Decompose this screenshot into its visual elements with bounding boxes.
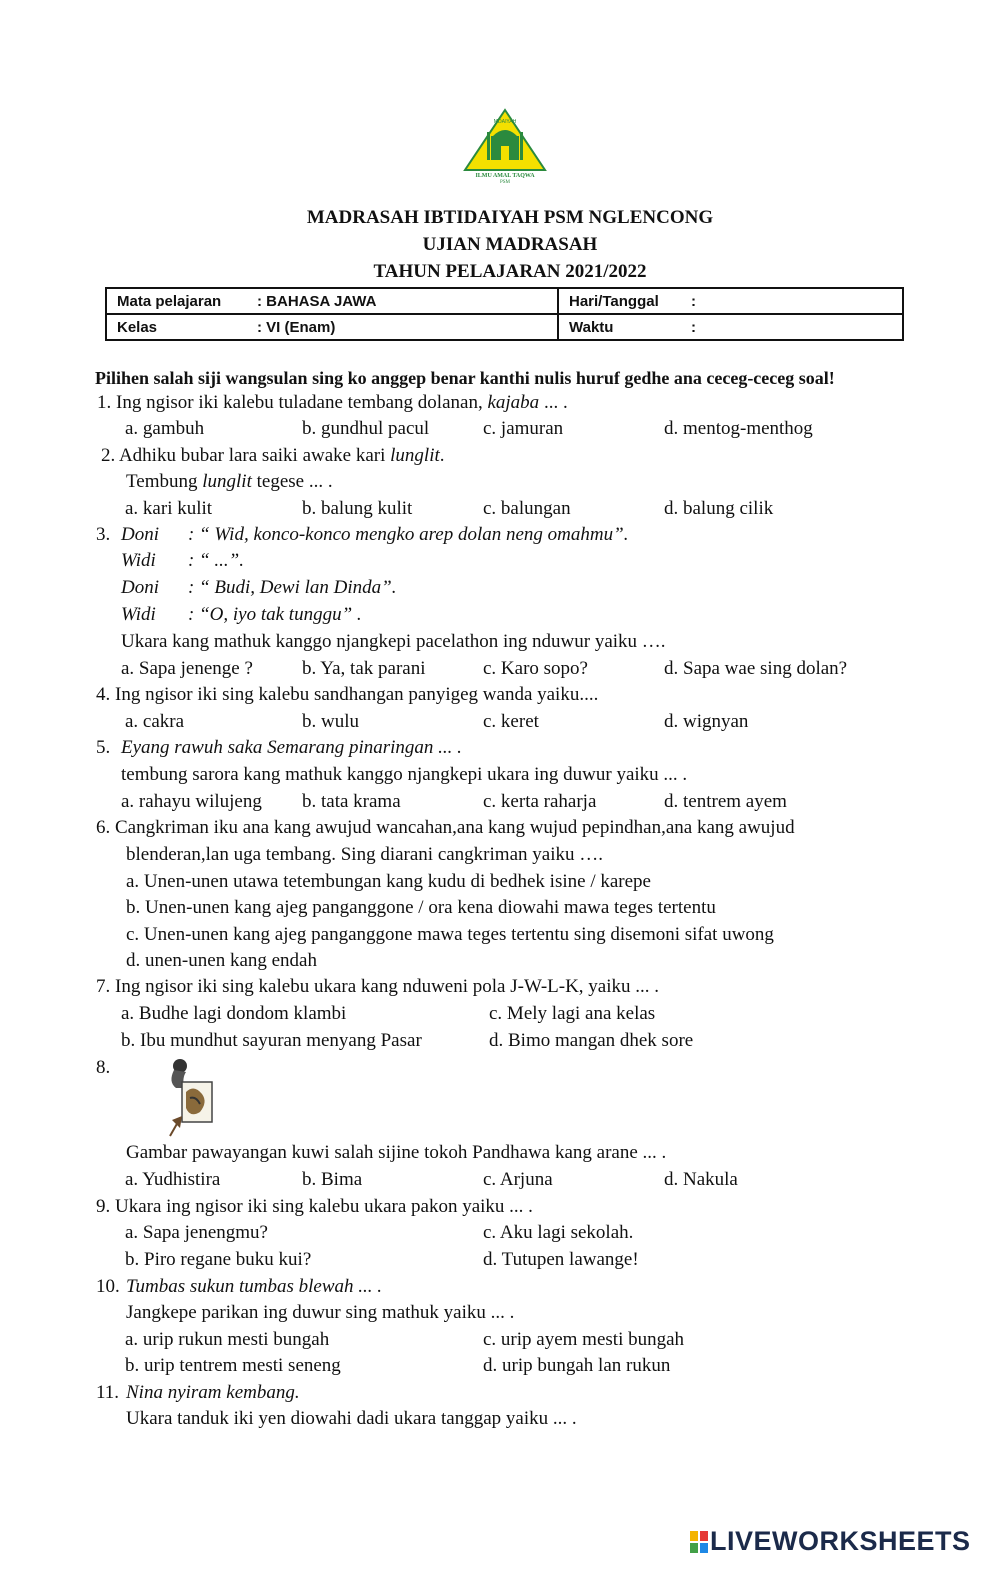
q1-option-b: b. gundhul pacul — [302, 418, 430, 439]
academic-year: TAHUN PELAJARAN 2021/2022 — [373, 261, 647, 282]
question-2: 2. Adhiku bubar lara saiki awake kari lunglit. — [101, 445, 445, 466]
q3-option-c: c. Karo sopo? — [483, 658, 588, 679]
question-6: 6. Cangkriman iku ana kang awujud wancahan,ana kang wujud pepindhan,ana kang awujud — [96, 817, 795, 838]
q6-option-c: c. Unen-unen kang ajeg panganggone mawa teges tertentu sing disemoni sifat uwong — [126, 924, 774, 945]
q8-option-a: a. Yudhistira — [125, 1169, 221, 1190]
liveworksheets-watermark — [690, 1526, 971, 1557]
time-label: Waktu — [569, 318, 614, 336]
q2-line-2: Tembung lunglit tegese ... . — [126, 471, 333, 492]
q1-option-a: a. gambuh — [125, 418, 205, 439]
q3-dialog-3-text: : “ Budi, Dewi lan Dinda”. — [188, 577, 397, 598]
q11-prompt: Ukara tanduk iki yen diowahi dadi ukara tanggap yaiku ... . — [126, 1408, 577, 1429]
q5-option-b: b. tata krama — [302, 791, 401, 812]
instruction: Pilihen salah siji wangsulan sing ko anggep benar kanthi nulis huruf gedhe ana ceceg-ceceg soal! — [95, 368, 835, 388]
q9-option-a: a. Sapa jenengmu? — [125, 1222, 268, 1243]
q10-prompt: Jangkepe parikan ing duwur sing mathuk yaiku ... . — [126, 1302, 515, 1323]
q3-dialog-1-text: : “ Wid, konco-konco mengko arep dolan neng omahmu”. — [188, 524, 629, 545]
q8-option-b: b. Bima — [302, 1169, 363, 1190]
day-value: : — [691, 292, 696, 310]
question-10-num: 10. — [96, 1276, 120, 1297]
wayang-figure-image — [160, 1058, 220, 1138]
q3-dialog-4-text: : “O, iyo tak tunggu” . — [188, 604, 362, 625]
class-value: : VI (Enam) — [257, 318, 336, 336]
q3-option-b: b. Ya, tak parani — [302, 658, 426, 679]
q5-option-a: a. rahayu wilujeng — [121, 791, 262, 812]
day-cell — [558, 288, 903, 314]
q2-option-b: b. balung kulit — [302, 498, 413, 519]
q8-option-c: c. Arjuna — [483, 1169, 553, 1190]
watermark-text: LIVEWORKSHEETS — [710, 1526, 971, 1556]
question-11-num: 11. — [96, 1382, 120, 1403]
q7-option-b: b. Ibu mundhut sayuran menyang Pasar — [121, 1030, 422, 1051]
q8-option-d: d. Nakula — [664, 1169, 738, 1190]
q2-option-d: d. balung cilik — [664, 498, 774, 519]
q6-option-d: d. unen-unen kang endah — [126, 950, 317, 971]
q5-option-d: d. tentrem ayem — [664, 791, 787, 812]
q7-option-c: c. Mely lagi ana kelas — [489, 1003, 656, 1024]
q3-dialog-2-text: : “ ...”. — [188, 550, 244, 571]
question-5-num: 5. — [96, 737, 111, 758]
question-3-num: 3. — [96, 524, 111, 545]
exam-title: UJIAN MADRASAH — [422, 234, 598, 255]
exam-info-table — [105, 287, 904, 341]
q6-text-line-2: blenderan,lan uga tembang. Sing diarani cangkriman yaiku …. — [126, 844, 603, 865]
question-8-num: 8. — [96, 1057, 111, 1078]
day-label: Hari/Tanggal — [569, 292, 659, 310]
q10-option-c: c. urip ayem mesti bungah — [483, 1329, 685, 1350]
q9-option-c: c. Aku lagi sekolah. — [483, 1222, 634, 1243]
svg-text:PSM: PSM — [499, 180, 511, 184]
class-label: Kelas — [117, 318, 158, 336]
q9-option-b: b. Piro regane buku kui? — [125, 1249, 312, 1270]
q4-option-b: b. wulu — [302, 711, 359, 732]
question-4: 4. Ing ngisor iki sing kalebu sandhangan panyigeg wanda yaiku.... — [96, 684, 599, 705]
time-cell — [558, 314, 903, 340]
q2-option-c: c. balungan — [483, 498, 571, 519]
class-cell — [106, 314, 558, 340]
subject-value: : BAHASA JAWA — [257, 292, 377, 310]
q3-option-d: d. Sapa wae sing dolan? — [664, 658, 848, 679]
svg-text:MDAIYAH: MDAIYAH — [493, 119, 517, 125]
q6-option-a: a. Unen-unen utawa tetembungan kang kudu di bedhek isine / karepe — [126, 871, 651, 892]
q7-option-a: a. Budhe lagi dondom klambi — [121, 1003, 347, 1024]
q5-prompt: tembung sarora kang mathuk kanggo njangkepi ukara ing duwur yaiku ... . — [121, 764, 688, 785]
question-1: 1. Ing ngisor iki kalebu tuladane tembang dolanan, kajaba ... . — [97, 392, 568, 413]
question-11-text: Nina nyiram kembang. — [126, 1382, 300, 1403]
q5-option-c: c. kerta raharja — [483, 791, 597, 812]
q10-option-d: d. urip bungah lan rukun — [483, 1355, 671, 1376]
q3-dialog-2-name: Widi — [121, 550, 156, 571]
q7-option-d: d. Bimo mangan dhek sore — [489, 1030, 694, 1051]
q9-option-d: d. Tutupen lawange! — [483, 1249, 639, 1270]
q3-dialog-3-name: Doni — [121, 577, 159, 598]
question-9: 9. Ukara ing ngisor iki sing kalebu ukara pakon yaiku ... . — [96, 1196, 533, 1217]
q3-option-a: a. Sapa jenenge ? — [121, 658, 253, 679]
q4-option-c: c. keret — [483, 711, 539, 732]
q10-option-a: a. urip rukun mesti bungah — [125, 1329, 330, 1350]
q1-option-c: c. jamuran — [483, 418, 564, 439]
q6-option-b: b. Unen-unen kang ajeg panganggone / ora kena diowahi mawa teges tertentu — [126, 897, 716, 918]
q3-dialog-4-name: Widi — [121, 604, 156, 625]
q2-option-a: a. kari kulit — [125, 498, 213, 519]
question-7: 7. Ing ngisor iki sing kalebu ukara kang nduweni pola J-W-L-K, yaiku ... . — [96, 976, 660, 997]
subject-label: Mata pelajaran — [117, 292, 222, 310]
question-8-text: Gambar pawayangan kuwi salah sijine tokoh Pandhawa kang arane ... . — [126, 1142, 667, 1163]
time-value: : — [691, 318, 696, 336]
q3-dialog-1-name: Doni — [121, 524, 159, 545]
q1-option-d: d. mentog-menthog — [664, 418, 813, 439]
q4-option-a: a. cakra — [125, 711, 185, 732]
question-5-text: Eyang rawuh saka Semarang pinaringan ... . — [121, 737, 462, 758]
subject-cell — [106, 288, 558, 314]
q10-option-b: b. urip tentrem mesti seneng — [125, 1355, 341, 1376]
school-name: MADRASAH IBTIDAIYAH PSM NGLENCONG — [306, 207, 714, 228]
liveworksheets-logo-icon — [690, 1531, 708, 1553]
question-10-text: Tumbas sukun tumbas blewah ... . — [126, 1276, 382, 1297]
q4-option-d: d. wignyan — [664, 711, 749, 732]
svg-text:ILMU AMAL TAQWA: ILMU AMAL TAQWA — [475, 173, 535, 179]
school-logo — [463, 108, 547, 184]
q3-prompt: Ukara kang mathuk kanggo njangkepi pacelathon ing nduwur yaiku …. — [121, 631, 666, 652]
